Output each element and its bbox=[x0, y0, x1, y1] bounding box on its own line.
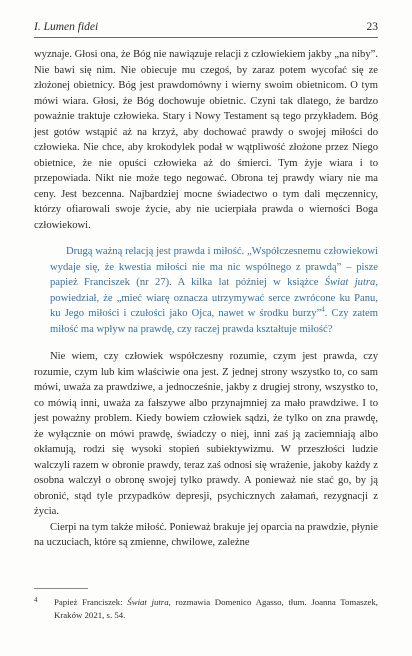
book-title: Świat jutra bbox=[324, 277, 376, 288]
running-header bbox=[34, 21, 378, 38]
quote-text: Drugą ważną relacją jest prawda i miłość. „Współczesnemu człowiekowi wydaje się, że kwestia miłości nie ma nic wspólnego z prawdą” – pisze papież Franciszek (nr 27). A kilka lat później w książce bbox=[50, 246, 378, 288]
footnote-reference[interactable]: 4 bbox=[321, 305, 325, 314]
footnote-details: , rozmawia Domenico Agasso, tłum. Joanna Tomaszek, Kraków 2021, s. 54. bbox=[54, 597, 378, 620]
body-text bbox=[34, 47, 378, 551]
chapter-title: I. Lumen fidei bbox=[34, 21, 99, 33]
paragraph: Nie wiem, czy człowiek współczesny rozumie, czym jest prawda, czy rozumie, czym lub kim właściwie ona jest. Z jednej strony wszystko to, co sam mówi, uważa za prawdziwe, a jednocześnie, jakby z drugiej strony, wszystko to, co mówią inni, uważa za fałszywe albo przynajmniej za mało prawdziwe. I to jest poważny problem. Kiedy bowiem człowiek sądzi, że tylko on zna prawdę, że wyłącznie on mówi prawdę, świadczy o niej, inni zaś ją zaciemniają albo okłamują, rodzi się wysoki stopień subiektywizmu. W przeszłości ludzie walczyli razem w obronie prawdy, teraz zaś odnosi się wrażenie, jakoby każdy z osobna walczył o obronę swojej tylko prawdy. A ponieważ nie stać go, by ją obronić, stąd tyle przypadków depresji, psychicznych załamań, rezygnacji z życia. bbox=[34, 351, 378, 517]
quote-text: . Czy zatem miłość ma wpływ na prawdę, czy raczej prawda kształtuje miłość? bbox=[50, 308, 378, 335]
page-number: 23 bbox=[366, 21, 378, 33]
footnote bbox=[34, 596, 378, 621]
paragraph: Cierpi na tym także miłość. Ponieważ brakuje jej oparcia na prawdzie, płynie na uczuciach, które są zmienne, chwilowe, zależne bbox=[34, 521, 378, 548]
footnote-book-title: Świat jutra bbox=[127, 597, 169, 607]
footnote-author: Papież Franciszek: bbox=[54, 597, 128, 607]
footnote-number: 4 bbox=[34, 596, 38, 604]
footnote-divider bbox=[34, 588, 88, 589]
highlighted-quote-paragraph bbox=[50, 244, 378, 337]
quote-text: , powiedział, że „mieć wiarę oznacza utrzymywać serce zwrócone ku Panu, ku Jego miłości i czułości jako Ojca, nawet w środku burzy” bbox=[50, 277, 378, 319]
footnote-text bbox=[34, 596, 378, 621]
paragraph: wyznaje. Głosi ona, że Bóg nie nawiązuje relacji z człowiekiem jakby „na niby”. Nie bawi się nim. Nie obiecuje mu czegoś, by zaraz potem wycofać się ze złożonej obietnicy. Bóg jest prawdomówny i wierny swoim obietnicom. O tym mówi wiara. Głosi, że Bóg dochowuje obietnic. Czyni tak dlatego, że bardzo poważnie traktuje człowieka. Stary i Nowy Testament są tego przykładem. Bóg jest gotów wstąpić aż na krzyż, aby dochować prawdy o swojej miłości do człowieka. Nie chce, aby krokodylek podał w wątpliwość złożone przez Niego obietnice, że nie opuści człowieka aż do śmierci. Tym żyje wiara i to przepowiada. Nikt nie może tego negować. Obrona tej prawdy wiary nie ma ceny. Jest bezcenna. Najbardziej mocne świadectwo o tym dali męczennicy, którzy ofiarowali swoje życie, aby nie ucierpiała prawda o wierności Boga człowiekowi. bbox=[34, 49, 378, 231]
